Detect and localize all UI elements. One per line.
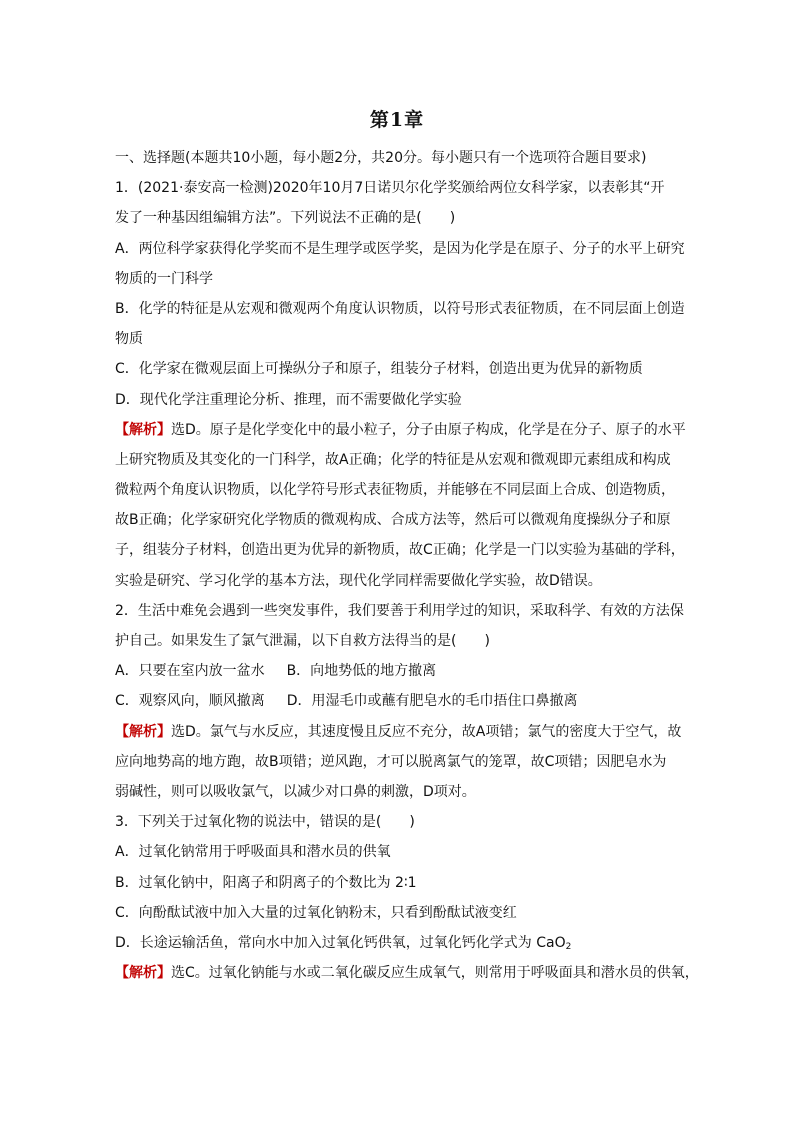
question-1-analysis-line-4: 故B正确；化学家研究化学物质的微观构成、合成方法等，然后可以微观角度操纵分子和原 — [115, 512, 671, 529]
question-2-option-b: B．向地势低的地方撤离 — [286, 663, 437, 680]
question-2-stem-line-1: 2．生活中难免会遇到一些突发事件，我们要善于利用学过的知识，采取科学、有效的方法保 — [115, 602, 684, 619]
question-1-stem-line-2: 发了一种基因组编辑方法”。下列说法不正确的是( ) — [115, 210, 456, 227]
analysis-text: 选D。原子是化学变化中的最小粒子，分子由原子构成，化学是在分子、原子的水平 — [171, 421, 686, 438]
question-3-option-b: B．过氧化钠中，阳离子和阴离子的个数比为 2∶1 — [115, 874, 417, 891]
question-1-analysis-line-6: 实验是研究、学习化学的基本方法，现代化学同样需要做化学实验，故D错误。 — [115, 572, 602, 589]
question-3-option-c: C．向酚酞试液中加入大量的过氧化钠粉末，只看到酚酞试液变红 — [115, 904, 517, 921]
question-1-option-a-line-1: A．两位科学家获得化学奖而不是生理学或医学奖，是因为化学是在原子、分子的水平上研究 — [115, 240, 685, 257]
question-1-analysis-line-1 — [115, 415, 685, 445]
section-heading: 一、选择题(本题共10小题，每小题2分，共20分。每小题只有一个选项符合题目要求) — [115, 150, 647, 166]
question-2-option-d: D．用湿毛巾或蘸有肥皂水的毛巾捂住口鼻撤离 — [286, 693, 578, 710]
formula-subscript: 2 — [565, 941, 572, 952]
question-2-stem-line-2: 护自己。如果发生了氯气泄漏，以下自救方法得当的是( ) — [115, 633, 490, 649]
analysis-tag: 【解析】 — [115, 421, 171, 438]
question-1-analysis-line-2: 上研究物质及其变化的一门科学，故A正确；化学的特征是从宏观和微观即元素组成和构成 — [115, 451, 671, 468]
question-2-analysis-line-3: 弱碱性，则可以吸收氯气，以减少对口鼻的刺激，D项对。 — [115, 783, 476, 800]
analysis-tag: 【解析】 — [115, 965, 171, 982]
question-1-option-b-line-2: 物质 — [115, 331, 143, 348]
question-content — [115, 143, 699, 988]
question-3-stem: 3．下列关于过氧化物的说法中，错误的是( ) — [115, 814, 415, 831]
analysis-text: 选C。过氧化钠能与水或二氧化碳反应生成氧气，则常用于呼吸面具和潜水员的供氧， — [171, 965, 699, 982]
analysis-text: 选D。氯气与水反应，其速度慢且反应不充分，故A项错；氯气的密度大于空气，故 — [171, 723, 682, 740]
question-1-option-b-line-1: B．化学的特征是从宏观和微观两个角度认识物质，以符号形式表征物质，在不同层面上创造 — [115, 300, 685, 317]
question-1-analysis-line-3: 微粒两个角度认识物质，以化学符号形式表征物质，并能够在不同层面上合成、创造物质， — [115, 482, 675, 499]
question-3-option-d — [115, 928, 685, 958]
question-2-options-ab — [115, 656, 685, 686]
question-3-option-d-text: D．长途运输活鱼，常向水中加入过氧化钙供氧，过氧化钙化学式为 CaO — [115, 934, 566, 951]
question-1-stem-line-1: 1．(2021·泰安高一检测)2020年10月7日诺贝尔化学奖颁给两位女科学家，以表彰其“开 — [115, 180, 665, 197]
question-2-option-a: A．只要在室内放一盆水 — [115, 663, 265, 680]
chapter-title: 第1章 — [369, 109, 425, 131]
question-1-option-c: C．化学家在微观层面上可操纵分子和原子，组装分子材料，创造出更为优异的新物质 — [115, 361, 643, 378]
question-2-option-c: C．观察风向，顺风撤离 — [115, 693, 265, 710]
question-1-option-a-line-2: 物质的一门科学 — [115, 270, 213, 287]
question-1-analysis-line-5: 子，组装分子材料，创造出更为优异的新物质，故C正确；化学是一门以实验为基础的学科， — [115, 542, 685, 559]
question-1-option-d: D．现代化学注重理论分析、推理，而不需要做化学实验 — [115, 391, 462, 408]
analysis-tag: 【解析】 — [115, 723, 171, 740]
question-2-analysis-line-2: 应向地势高的地方跑，故B项错；逆风跑，才可以脱离氯气的笼罩，故C项错；因肥皂水为 — [115, 753, 667, 770]
question-3-analysis-line-1 — [115, 958, 699, 988]
question-2-options-cd — [115, 686, 685, 716]
question-3-option-a: A．过氧化钠常用于呼吸面具和潜水员的供氧 — [115, 844, 391, 861]
question-2-analysis-line-1 — [115, 717, 685, 747]
